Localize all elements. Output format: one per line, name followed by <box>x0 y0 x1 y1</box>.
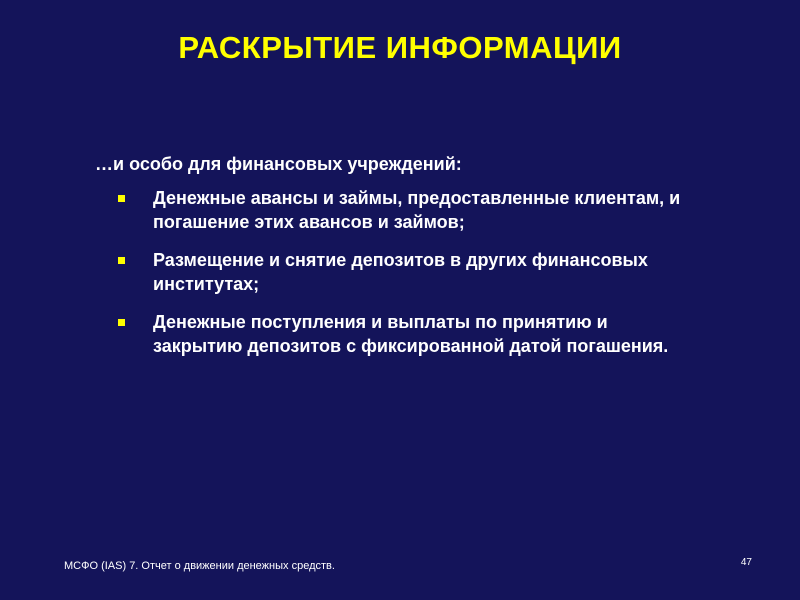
bullet-list <box>118 186 698 372</box>
bullet-text: Размещение и снятие депозитов в других финансовых институтах; <box>153 250 648 294</box>
bullet-text: Денежные авансы и займы, предоставленные клиентам, и погашение этих авансов и займов; <box>153 188 681 232</box>
square-bullet-icon <box>118 319 125 326</box>
bullet-item <box>118 248 698 296</box>
slide-title: РАСКРЫТИЕ ИНФОРМАЦИИ <box>178 30 622 65</box>
square-bullet-icon <box>118 195 125 202</box>
bullet-text: Денежные поступления и выплаты по принятию и закрытию депозитов с фиксированной датой погашения. <box>153 312 669 356</box>
bullet-item <box>118 186 698 234</box>
slide-footer: МСФО (IAS) 7. Отчет о движении денежных средств. <box>64 560 335 572</box>
bullet-item <box>118 310 698 358</box>
slide-lead-text: …и особо для финансовых учреждений: <box>95 154 462 174</box>
square-bullet-icon <box>118 257 125 264</box>
page-number: 47 <box>740 557 752 568</box>
